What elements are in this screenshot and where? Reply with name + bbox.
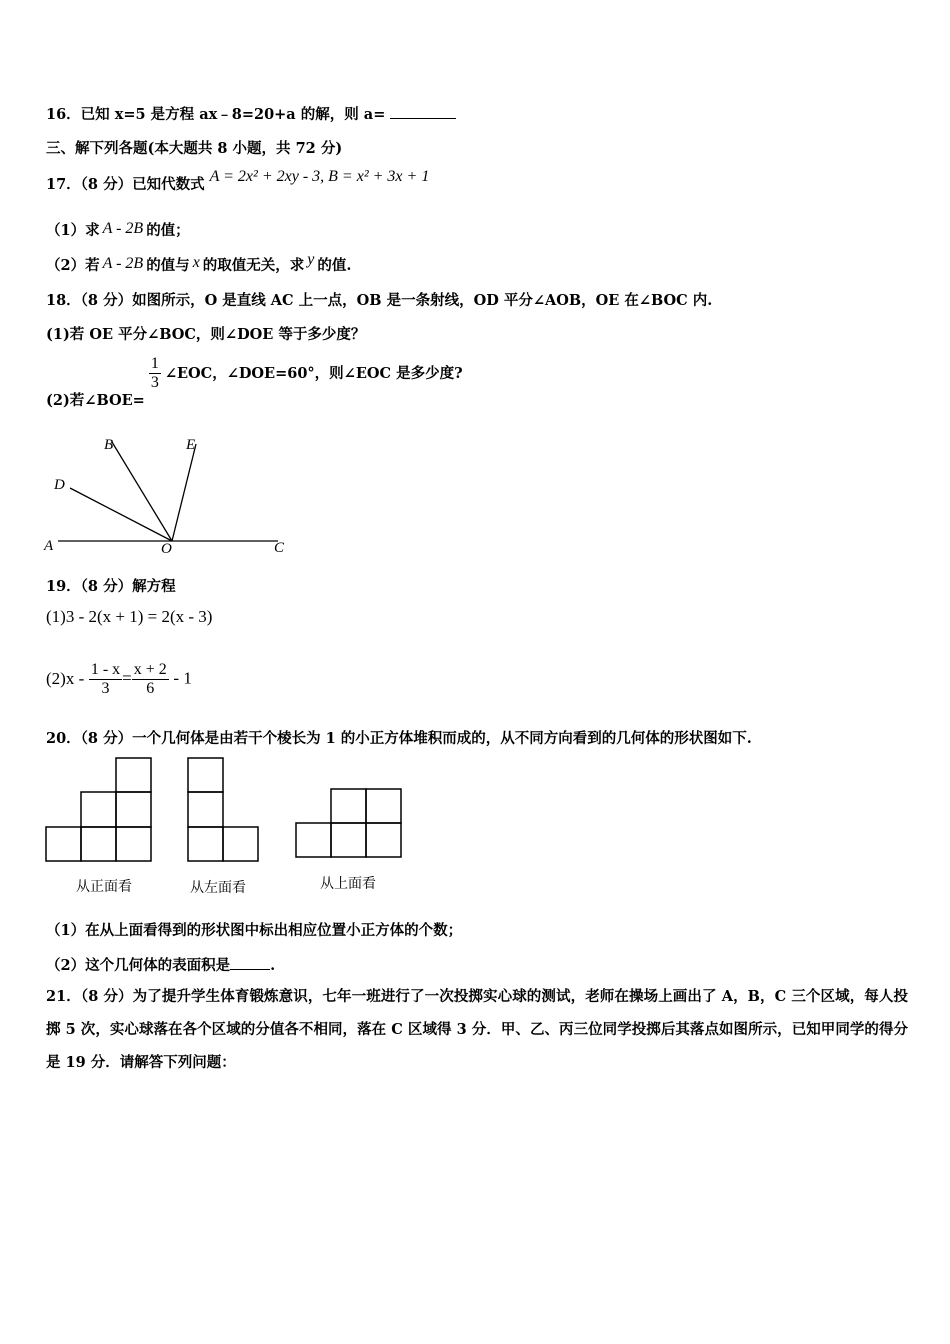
cube-cell (188, 827, 223, 861)
left-view (188, 758, 258, 861)
cube-cell (116, 827, 151, 861)
part-label: （2）若 (46, 257, 100, 274)
equation-1: (1)3 - 2(x + 1) = 2(x - 3) (46, 607, 213, 626)
question-18-part-2 (46, 355, 463, 409)
question-16-text: 16．已知 x=5 是方程 ax﹣8=20+a 的解，则 a= (46, 106, 391, 123)
part-text: (2)若∠BOE= (46, 391, 145, 409)
equation-part: - 1 (173, 668, 192, 688)
label-d: D (54, 477, 65, 493)
section-heading: 三、解下列各题(本大题共 8 小题，共 72 分) (46, 140, 343, 157)
part-label: （1）求 (46, 222, 100, 239)
fraction-1 (89, 661, 122, 698)
front-view (46, 758, 151, 861)
question-20-part-1: （1）在从上面看得到的形状图中标出相应位置小正方体的个数； (46, 922, 463, 939)
left-view-label: 从左面看 (190, 880, 246, 896)
question-19: 19．（8 分）解方程 (46, 578, 176, 595)
equals-sign: = (122, 668, 132, 688)
question-20: 20．（8 分）一个几何体是由若干个棱长为 1 的小正方体堆积而成的，从不同方向看到的几何体的形状图如下. (46, 730, 752, 747)
equation-2 (46, 661, 192, 698)
part-text: 的值与 (146, 257, 190, 274)
equation-part: (2)x - (46, 668, 85, 688)
question-17-expression: A = 2x² + 2xy - 3, B = x² + 3x + 1 (209, 168, 430, 185)
cube-cell (188, 758, 223, 792)
question-17-part-1 (46, 219, 190, 240)
label-c: C (274, 540, 285, 556)
part-text: （2）这个几何体的表面积是 (46, 957, 231, 974)
label-o: O (161, 541, 172, 557)
question-20-part-2 (46, 954, 275, 975)
part-text: 的取值无关，求 (202, 257, 305, 274)
question-16 (46, 103, 456, 124)
question-18: 18．（8 分）如图所示，O 是直线 AC 上一点，OB 是一条射线，OD 平分∠AOB，OE 在∠BOC 内. (46, 292, 713, 309)
fraction-2 (132, 661, 169, 698)
cube-cell (366, 789, 401, 823)
label-b: B (104, 437, 114, 453)
top-view-label: 从上面看 (320, 876, 376, 892)
variable-x: x (192, 254, 200, 271)
label-a: A (44, 538, 54, 554)
numerator: 1 (150, 355, 159, 372)
cube-cell (223, 827, 258, 861)
cube-cell (188, 792, 223, 827)
cube-cell (116, 758, 151, 792)
ray-ob (112, 442, 172, 541)
ray-od (70, 488, 172, 541)
question-17 (46, 168, 430, 194)
question-18-part-1: (1)若 OE 平分∠BOC，则∠DOE 等于多少度？ (46, 326, 366, 343)
numerator: 1 - x (90, 661, 121, 678)
ray-oe (172, 444, 196, 541)
fraction-one-third (149, 355, 161, 392)
label-e: E (186, 437, 196, 453)
part-text: ∠EOC，∠DOE=60°，则∠EOC 是多少度? (164, 364, 463, 382)
three-views-figure (40, 752, 420, 870)
question-17-text: 17．（8 分）已知代数式 (46, 176, 205, 193)
numerator: x + 2 (133, 661, 167, 678)
denominator: 3 (150, 374, 159, 391)
angle-figure (40, 430, 300, 560)
cube-cell (331, 823, 366, 857)
cube-cell (366, 823, 401, 857)
question-21: 21．（8 分）为了提升学生体育锻炼意识，七年一班进行了一次投掷实心球的测试，老师在操场上画出了 A，B，C 三个区域，每人投掷 5 次，实心球落在各个区域的分值各不相同，落在 C 区域得 3 分．甲、乙、丙三位同学投掷后其落点如图所示，已知甲同学的得分是 19 分．请解答下列问题： (46, 988, 908, 1071)
part-text: . (270, 957, 276, 974)
part-expression: A - 2B (102, 220, 144, 237)
denominator: 3 (89, 679, 122, 698)
part-text: 的值. (317, 257, 352, 274)
part-expression: A - 2B (102, 255, 144, 272)
cube-cell (331, 789, 366, 823)
cube-cell (296, 823, 331, 857)
cube-cell (81, 827, 116, 861)
cube-cell (46, 827, 81, 861)
front-view-label: 从正面看 (76, 879, 132, 895)
denominator: 6 (132, 679, 169, 698)
variable-y: y (307, 251, 315, 268)
answer-blank (230, 969, 270, 970)
question-17-part-2 (46, 251, 352, 275)
part-text: 的值； (146, 222, 190, 239)
cube-cell (116, 792, 151, 827)
top-view (296, 789, 401, 857)
cube-cell (81, 792, 116, 827)
answer-blank (390, 118, 456, 119)
